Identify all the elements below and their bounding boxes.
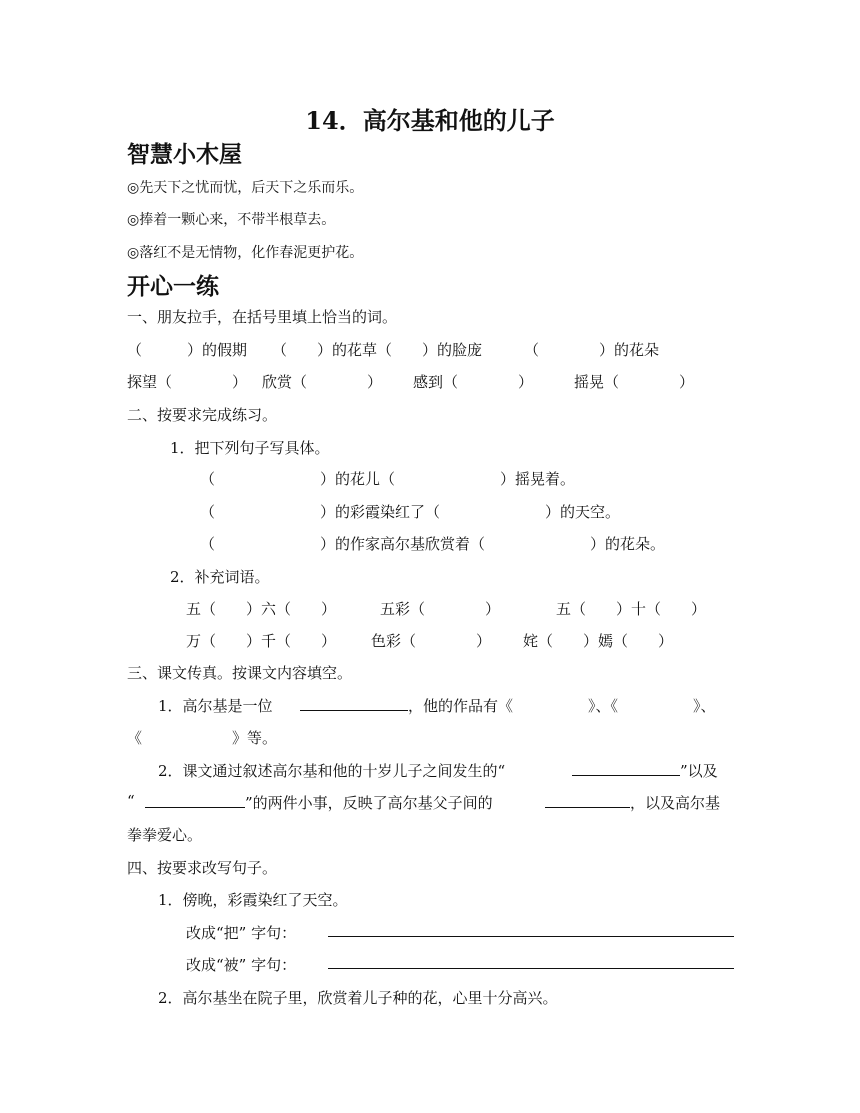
sentence-line: （ ）的彩霞染红了（ ）的天空。: [200, 503, 621, 521]
fill-text: ”以及: [680, 762, 718, 780]
question-3-title: 三、课文传真。按课文内容填空。: [127, 664, 353, 682]
answer-blank[interactable]: [300, 710, 408, 711]
fill-blank-item: 探望（ ）: [127, 373, 248, 391]
fill-text: 《 》等。: [127, 729, 278, 747]
answer-blank[interactable]: [145, 807, 245, 808]
quote-line: ◎捧着一颗心来，不带半根草去。: [127, 212, 336, 228]
sentence-item: 1．傍晚，彩霞染红了天空。: [158, 891, 348, 909]
fill-text: 1．高尔基是一位: [158, 697, 273, 715]
word-item: 万（ ）千（ ）: [186, 632, 337, 650]
fill-text: 拳拳爱心。: [127, 826, 203, 844]
answer-blank[interactable]: [572, 775, 680, 776]
sentence-line: （ ）的花儿（ ）摇晃着。: [200, 470, 576, 488]
fill-text: 2．课文通过叙述高尔基和他的十岁儿子之间发生的“: [158, 762, 506, 780]
question-1-title: 一、朋友拉手，在括号里填上恰当的词。: [127, 308, 398, 326]
fill-blank-item: （ ）的花草（ ）的脸庞: [272, 341, 483, 359]
fill-text: ”的两件小事，反映了高尔基父子间的: [245, 794, 493, 812]
question-2-title: 二、按要求完成练习。: [127, 406, 278, 424]
word-item: 五（ ）六（ ）: [186, 600, 337, 618]
answer-line[interactable]: [328, 936, 734, 937]
word-item: 姹（ ）嫣（ ）: [523, 632, 674, 650]
fill-blank-item: （ ）的花朵: [524, 341, 660, 359]
question-4-title: 四、按要求改写句子。: [127, 859, 278, 877]
fill-text: “: [127, 792, 135, 810]
answer-line[interactable]: [328, 968, 734, 969]
fill-blank-item: 欣赏（ ）: [262, 373, 383, 391]
page-title: 14．高尔基和他的儿子: [305, 106, 555, 135]
fill-blank-item: 感到（ ）: [413, 373, 534, 391]
fill-text: ，以及高尔基: [630, 794, 721, 812]
fill-text: ，他的作品有《 》、《 》、: [408, 697, 716, 715]
quote-line: ◎先天下之忧而忧，后天下之乐而乐。: [127, 180, 364, 196]
sentence-line: （ ）的作家高尔基欣赏着（ ）的花朵。: [200, 535, 666, 553]
quote-line: ◎落红不是无情物，化作春泥更护花。: [127, 245, 364, 261]
fill-blank-item: 摇晃（ ）: [574, 373, 695, 391]
subquestion-title: 1．把下列句子写具体。: [170, 439, 330, 457]
section-heading-wisdom: 智慧小木屋: [127, 142, 242, 168]
word-item: 五彩（ ）: [380, 600, 501, 618]
rewrite-label: 改成“把” 字句：: [186, 924, 297, 942]
section-heading-practice: 开心一练: [127, 274, 219, 300]
word-item: 五（ ）十（ ）: [556, 600, 707, 618]
sentence-item: 2．高尔基坐在院子里，欣赏着儿子种的花，心里十分高兴。: [158, 989, 558, 1007]
answer-blank[interactable]: [545, 807, 630, 808]
fill-blank-item: （ ）的假期: [127, 341, 248, 359]
subquestion-title: 2．补充词语。: [170, 568, 270, 586]
word-item: 色彩（ ）: [371, 632, 492, 650]
rewrite-label: 改成“被” 字句：: [186, 956, 297, 974]
